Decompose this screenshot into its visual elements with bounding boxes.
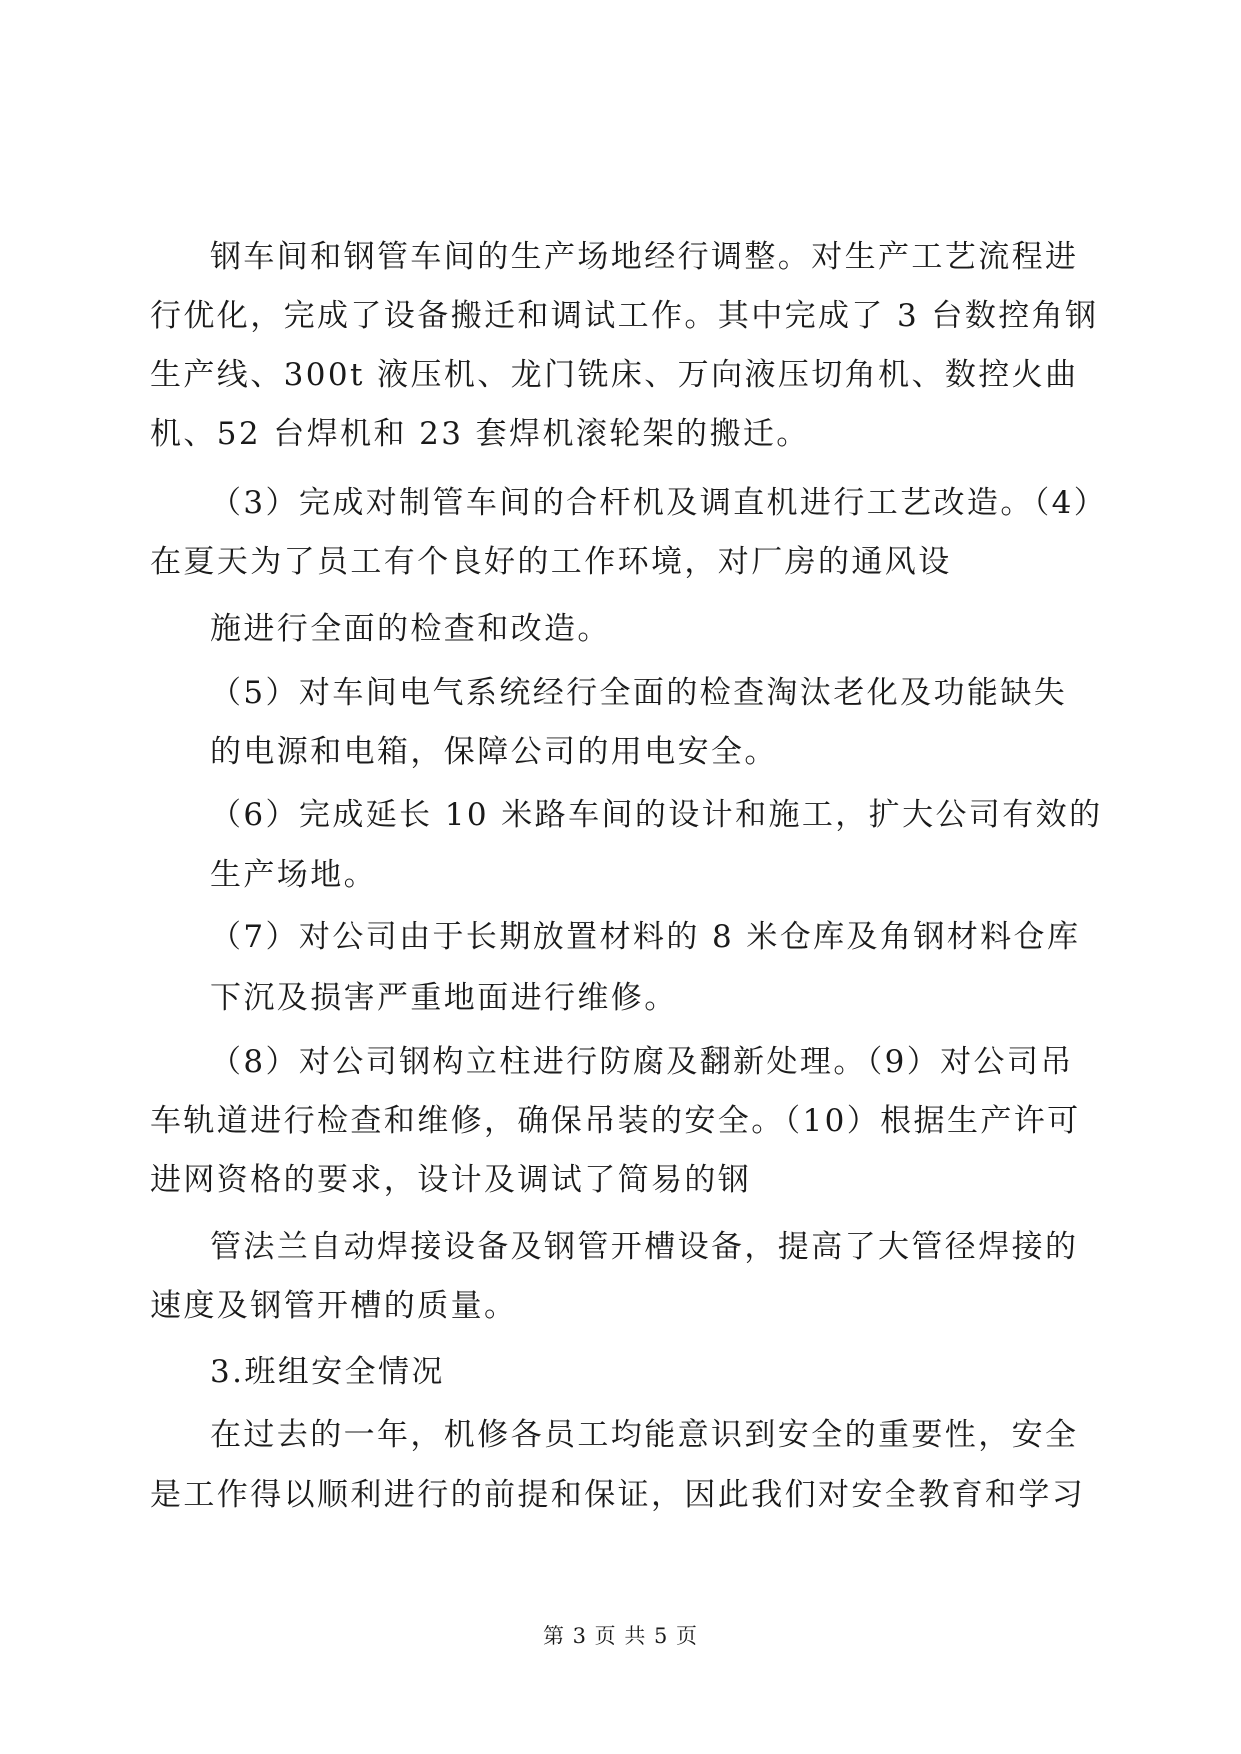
section-heading: 3.班组安全情况 — [210, 1354, 445, 1390]
body-text-line: 生产场地。 — [210, 857, 377, 893]
body-text-line: 施进行全面的检查和改造。 — [210, 611, 611, 647]
body-text-line: 下沉及损害严重地面进行维修。 — [210, 980, 678, 1016]
body-text-line: 管法兰自动焊接设备及钢管开槽设备，提高了大管径焊接的 — [210, 1229, 1079, 1265]
body-text-line: （8）对公司钢构立柱进行防腐及翻新处理。（9）对公司吊 — [210, 1044, 1074, 1080]
body-text-line: 的电源和电箱，保障公司的用电安全。 — [210, 734, 778, 770]
page-number-footer: 第 3 页 共 5 页 — [542, 1624, 699, 1648]
body-text-line: （6）完成延长 10 米路车间的设计和施工，扩大公司有效的 — [210, 797, 1103, 833]
body-text-line: 车轨道进行检查和维修，确保吊装的安全。（10）根据生产许可 — [150, 1103, 1081, 1139]
body-text-line: 机、52 台焊机和 23 套焊机滚轮架的搬迁。 — [150, 416, 810, 452]
body-text-line: （3）完成对制管车间的合杆机及调直机进行工艺改造。（4） — [210, 485, 1108, 521]
body-text-line: 进网资格的要求，设计及调试了简易的钢 — [150, 1162, 752, 1198]
body-text-line: 生产线、300t 液压机、龙门铣床、万向液压切角机、数控火曲 — [150, 357, 1079, 393]
body-text-line: 钢车间和钢管车间的生产场地经行调整。对生产工艺流程进 — [210, 239, 1079, 275]
body-text-line: 在夏天为了员工有个良好的工作环境，对厂房的通风设 — [150, 544, 952, 580]
body-text-line: 是工作得以顺利进行的前提和保证，因此我们对安全教育和学习 — [150, 1477, 1086, 1513]
body-text-line: 行优化，完成了设备搬迁和调试工作。其中完成了 3 台数控角钢 — [150, 298, 1099, 334]
body-text-line: 在过去的一年，机修各员工均能意识到安全的重要性，安全 — [210, 1417, 1079, 1453]
body-text-line: 速度及钢管开槽的质量。 — [150, 1288, 518, 1324]
body-text-line: （7）对公司由于长期放置材料的 8 米仓库及角钢材料仓库 — [210, 919, 1081, 955]
body-text-line: （5）对车间电气系统经行全面的检查淘汰老化及功能缺失 — [210, 675, 1068, 711]
